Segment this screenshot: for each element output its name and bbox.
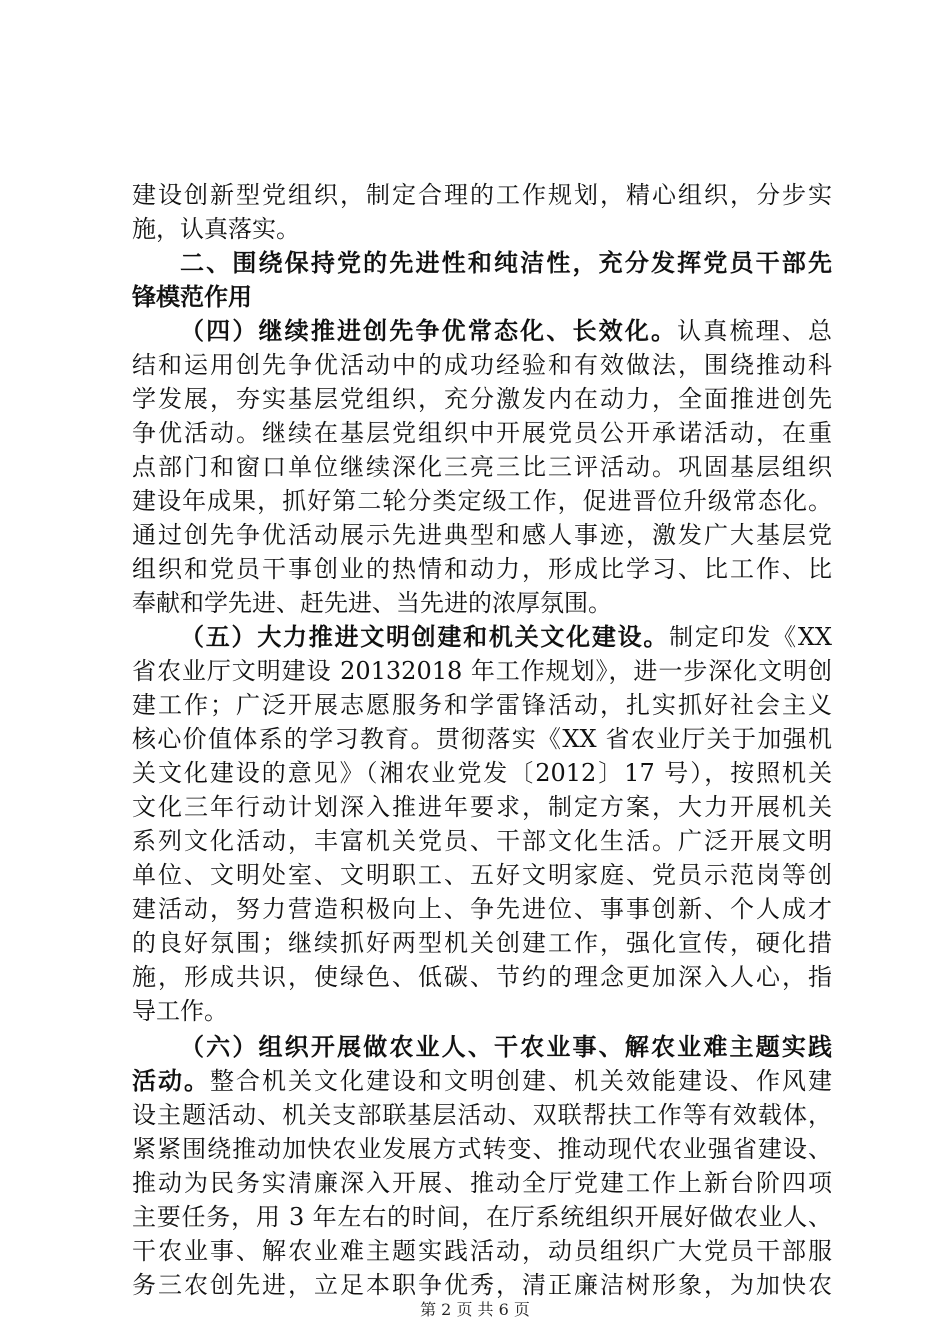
paragraph-line: 推动为民务实清廉深入开展、推动全厅党建工作上新台阶四项 — [132, 1169, 832, 1197]
paragraph-text: 整合机关文化建设和文明创建、机关效能建设、作风建 — [210, 1067, 832, 1095]
paragraph-line: 核心价值体系的学习教育。贯彻落实《XX 省农业厅关于加强机 — [132, 725, 832, 753]
paragraph-line: 务三农创先进，立足本职争优秀，清正廉洁树形象，为加快农 — [132, 1271, 832, 1299]
paragraph-line: 组织和党员干事创业的热情和动力，形成比学习、比工作、比 — [132, 555, 832, 583]
paragraph-line: 点部门和窗口单位继续深化三亮三比三评活动。巩固基层组织 — [132, 453, 832, 481]
paragraph-line: 建工作；广泛开展志愿服务和学雷锋活动，扎实抓好社会主义 — [132, 691, 832, 719]
paragraph-line: 建活动，努力营造积极向上、争先进位、事事创新、个人成才 — [132, 895, 832, 923]
paragraph-line: 省农业厅文明建设 20132018 年工作规划》，进一步深化文明创 — [132, 657, 832, 685]
paragraph-line: 紧紧围绕推动加快农业发展方式转变、推动现代农业强省建设、 — [132, 1135, 832, 1163]
paragraph-line: 干农业事、解农业难主题实践活动，动员组织广大党员干部服 — [132, 1237, 832, 1265]
section-heading: 二、围绕保持党的先进性和纯洁性，充分发挥党员干部先 — [180, 249, 832, 277]
paragraph-line: 施，认真落实。 — [132, 215, 300, 243]
paragraph-text: 制定印发《XX — [669, 623, 833, 651]
paragraph-line: 争优活动。继续在基层党组织中开展党员公开承诺活动，在重 — [132, 419, 832, 447]
paragraph-line: 单位、文明处室、文明职工、五好文明家庭、党员示范岗等创 — [132, 861, 832, 889]
paragraph-line: 学发展，夯实基层党组织，充分激发内在动力，全面推进创先 — [132, 385, 832, 413]
paragraph-line: 主要任务，用 3 年左右的时间，在厅系统组织开展好做农业人、 — [132, 1203, 832, 1231]
subsection-heading: （四）继续推进创先争优常态化、长效化。 — [180, 317, 678, 345]
paragraph-line: 建设创新型党组织，制定合理的工作规划，精心组织，分步实 — [132, 181, 832, 209]
paragraph-line: 施，形成共识，使绿色、低碳、节约的理念更加深入人心，指 — [132, 963, 832, 991]
subsection-heading: （五）大力推进文明创建和机关文化建设。 — [180, 623, 670, 651]
paragraph-line: 系列文化活动，丰富机关党员、干部文化生活。广泛开展文明 — [132, 827, 832, 855]
page-number-footer: 第 2 页 共 6 页 — [420, 1300, 530, 1319]
paragraph-line — [180, 620, 832, 654]
paragraph-line: 导工作。 — [132, 997, 228, 1025]
paragraph-line: 结和运用创先争优活动中的成功经验和有效做法，围绕推动科 — [132, 351, 832, 379]
paragraph-line: 文化三年行动计划深入推进年要求，制定方案，大力开展机关 — [132, 793, 832, 821]
paragraph-line: 建设年成果，抓好第二轮分类定级工作，促进晋位升级常态化。 — [132, 487, 832, 515]
paragraph-line — [180, 314, 832, 348]
paragraph-line — [132, 1064, 832, 1098]
paragraph-line: 关文化建设的意见》（湘农业党发〔2012〕17 号），按照机关 — [132, 759, 832, 787]
paragraph-line: 设主题活动、机关支部联基层活动、双联帮扶工作等有效载体， — [132, 1101, 832, 1129]
paragraph-line: 通过创先争优活动展示先进典型和感人事迹，激发广大基层党 — [132, 521, 832, 549]
paragraph-line: 的良好氛围；继续抓好两型机关创建工作，强化宣传，硬化措 — [132, 929, 832, 957]
subsection-heading: （六）组织开展做农业人、干农业事、解农业难主题实践 — [180, 1033, 832, 1061]
paragraph-line: 奉献和学先进、赶先进、当先进的浓厚氛围。 — [132, 589, 612, 617]
section-heading: 锋模范作用 — [132, 283, 252, 311]
subsection-heading: 活动。 — [132, 1067, 210, 1095]
paragraph-text: 认真梳理、总 — [677, 317, 833, 345]
